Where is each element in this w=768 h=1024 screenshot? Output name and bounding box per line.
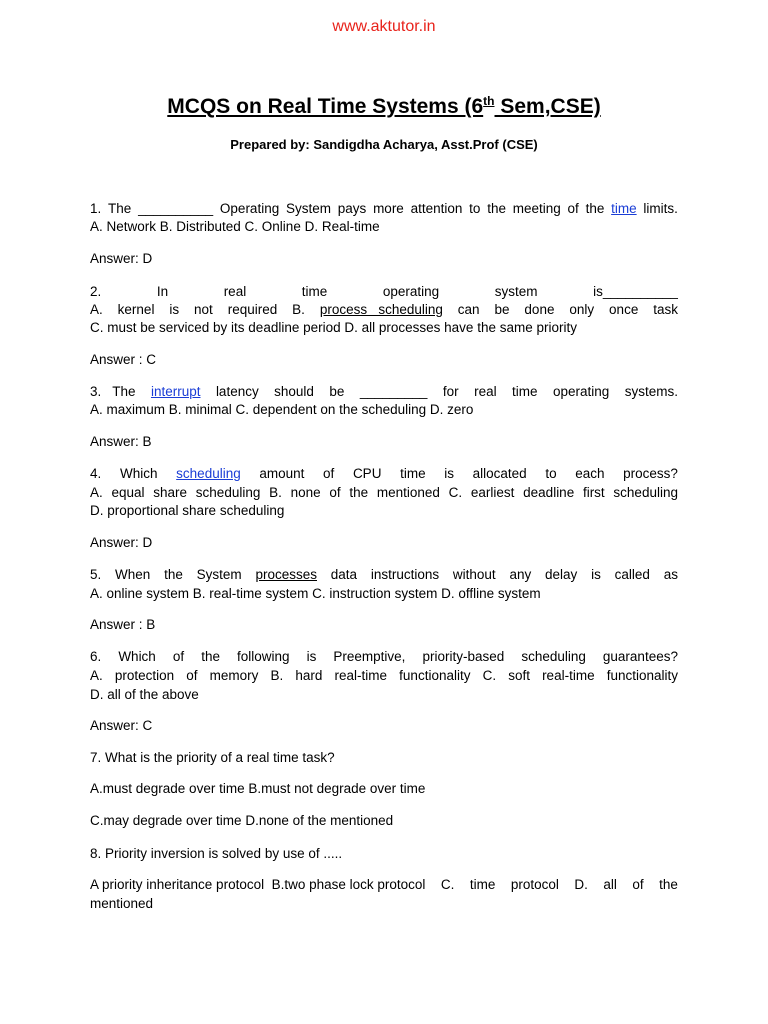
word: equal xyxy=(111,485,145,500)
word: C. xyxy=(440,877,455,892)
word: real xyxy=(223,284,247,299)
word: functionality xyxy=(606,668,678,683)
word: attention xyxy=(410,201,463,216)
word: CPU xyxy=(352,466,382,481)
link-time[interactable]: time xyxy=(611,201,637,216)
word: D. xyxy=(574,877,588,892)
word: as xyxy=(663,567,678,582)
word: the xyxy=(164,567,183,582)
q7-options-ab: A.must degrade over time B.must not degrade over time xyxy=(90,781,426,796)
q8-options-line1 xyxy=(90,876,678,894)
word: guarantees? xyxy=(602,649,678,664)
word: meeting xyxy=(512,201,561,216)
link-scheduling[interactable]: scheduling xyxy=(176,466,241,481)
word: 1. xyxy=(90,201,102,216)
q7-options-cd: C.may degrade over time D.none of the mentioned xyxy=(90,813,394,828)
word: process? xyxy=(623,466,678,481)
word: C. xyxy=(448,485,463,500)
q8-options-line2: mentioned xyxy=(90,896,154,911)
word: Preemptive, xyxy=(333,649,406,664)
word: following xyxy=(237,649,290,664)
q1-options: A. Network B. Distributed C. Online D. Real-time xyxy=(90,219,380,234)
q5-stem xyxy=(90,566,678,584)
word: the xyxy=(487,201,506,216)
word: be xyxy=(494,302,510,317)
processes-link[interactable]: processes xyxy=(255,567,317,582)
word: share xyxy=(153,485,188,500)
q3-answer: Answer: B xyxy=(90,434,152,449)
word: scheduling xyxy=(195,485,261,500)
word: real-time xyxy=(334,668,388,683)
word: Which xyxy=(118,649,156,664)
word: Operating xyxy=(219,201,280,216)
word: required xyxy=(227,302,278,317)
word: delay xyxy=(545,567,578,582)
word: 6. xyxy=(90,649,102,664)
word: without xyxy=(452,567,496,582)
word: the xyxy=(659,877,678,892)
word: B. xyxy=(292,302,305,317)
word: System xyxy=(285,201,331,216)
word: of xyxy=(186,668,198,683)
word: protection xyxy=(114,668,175,683)
word: not xyxy=(194,302,213,317)
word: kernel xyxy=(117,302,155,317)
word: B. xyxy=(270,668,284,683)
word: protocol xyxy=(510,877,559,892)
q8-stem: 8. Priority inversion is solved by use of ..... xyxy=(90,846,343,861)
q5-answer: Answer : B xyxy=(90,617,156,632)
word: first xyxy=(582,485,605,500)
word: once xyxy=(609,302,639,317)
word: earliest xyxy=(470,485,515,500)
q4-stem: 4. Which scheduling amount of CPU time is allocated to each process? xyxy=(90,466,678,481)
word: task xyxy=(653,302,678,317)
word: the xyxy=(585,201,605,216)
word: pays xyxy=(337,201,367,216)
word: each xyxy=(575,466,605,481)
title-superscript: th xyxy=(483,94,495,108)
word: allocated xyxy=(472,466,527,481)
q2-options-line1 xyxy=(90,301,678,319)
q6-options-line1 xyxy=(90,667,678,685)
q6-options-line2: D. all of the above xyxy=(90,687,199,702)
q5-options: A. online system B. real-time system C. instruction system D. offline system xyxy=(90,586,541,601)
word: In xyxy=(156,284,169,299)
word: time xyxy=(400,466,426,481)
q4-options-line2: D. proportional share scheduling xyxy=(90,503,285,518)
word: A. xyxy=(90,302,103,317)
word: B. xyxy=(269,485,282,500)
word: called xyxy=(614,567,650,582)
word: functionality xyxy=(399,668,471,683)
q3-stem: 3. The interrupt latency should be _________ for real time operating systems. xyxy=(90,384,678,399)
word: only xyxy=(569,302,595,317)
word: of xyxy=(632,877,644,892)
word: operating xyxy=(382,284,440,299)
word: systems. xyxy=(624,384,678,399)
q4-options-line1 xyxy=(90,484,678,502)
word: __________ xyxy=(138,201,214,216)
word: soft xyxy=(508,668,530,683)
title-text: MCQS on Real Time Systems (6 xyxy=(167,95,484,118)
word: System xyxy=(196,567,242,582)
word: for xyxy=(442,384,459,399)
word: 2. xyxy=(90,284,102,299)
q1-answer: Answer: D xyxy=(90,251,153,266)
word: none xyxy=(290,485,321,500)
word: all xyxy=(603,877,617,892)
process-scheduling-link[interactable]: process scheduling xyxy=(319,302,443,317)
word: of xyxy=(323,466,335,481)
q6-answer: Answer: C xyxy=(90,718,153,733)
q6-stem xyxy=(90,648,678,666)
word: is__________ xyxy=(593,284,678,299)
word: memory xyxy=(209,668,259,683)
word: amount xyxy=(259,466,305,481)
word: instructions xyxy=(370,567,440,582)
word: the xyxy=(201,649,220,664)
word: be xyxy=(329,384,345,399)
word: is xyxy=(591,567,601,582)
word: the xyxy=(349,485,369,500)
word: data xyxy=(330,567,358,582)
q2-answer: Answer : C xyxy=(90,352,157,367)
word: latency xyxy=(215,384,259,399)
word: hard xyxy=(295,668,323,683)
q2-options-line2: C. must be serviced by its deadline period D. all processes have the same priority xyxy=(90,320,577,335)
word: scheduling xyxy=(521,649,586,664)
q4-answer: Answer: D xyxy=(90,535,153,550)
link-interrupt[interactable]: interrupt xyxy=(150,384,201,399)
word: any xyxy=(509,567,532,582)
q7-stem: 7. What is the priority of a real time task? xyxy=(90,750,335,765)
word: A. xyxy=(90,485,103,500)
word: priority-based xyxy=(422,649,505,664)
word: When xyxy=(115,567,151,582)
word: _________ xyxy=(359,384,428,399)
title-text-end: Sem,CSE) xyxy=(494,95,601,118)
word: more xyxy=(373,201,404,216)
word: deadline xyxy=(523,485,575,500)
word: scheduling xyxy=(613,485,678,500)
document-title xyxy=(0,94,768,119)
word: of xyxy=(567,201,579,216)
site-url[interactable]: www.aktutor.in xyxy=(332,18,436,35)
word: time xyxy=(301,284,328,299)
word: should xyxy=(274,384,314,399)
word: done xyxy=(524,302,555,317)
word: operating xyxy=(552,384,610,399)
word: can xyxy=(457,302,480,317)
word: mentioned xyxy=(376,485,440,500)
word: of xyxy=(329,485,341,500)
q3-options: A. maximum B. minimal C. dependent on the scheduling D. zero xyxy=(90,402,474,417)
word: C. xyxy=(482,668,497,683)
word: is xyxy=(306,649,317,664)
word: is xyxy=(169,302,180,317)
word: A priority inheritance protocol B.two phase lock protocol xyxy=(90,877,426,892)
word: A. xyxy=(90,668,103,683)
word: time xyxy=(512,384,538,399)
word: real xyxy=(474,384,497,399)
word: 5. xyxy=(90,567,102,582)
word: The xyxy=(108,201,132,216)
word: of xyxy=(172,649,185,664)
word: time xyxy=(469,877,496,892)
word: is xyxy=(444,466,454,481)
word: to xyxy=(469,201,481,216)
word: system xyxy=(494,284,538,299)
q1-stem: 1. The __________ Operating System pays more attention to the meeting of the time limits. xyxy=(90,201,678,216)
word: to xyxy=(545,466,557,481)
q2-stem xyxy=(90,283,678,301)
prepared-by: Prepared by: Sandigdha Acharya, Asst.Prof (CSE) xyxy=(230,137,538,152)
word: real-time xyxy=(542,668,595,683)
